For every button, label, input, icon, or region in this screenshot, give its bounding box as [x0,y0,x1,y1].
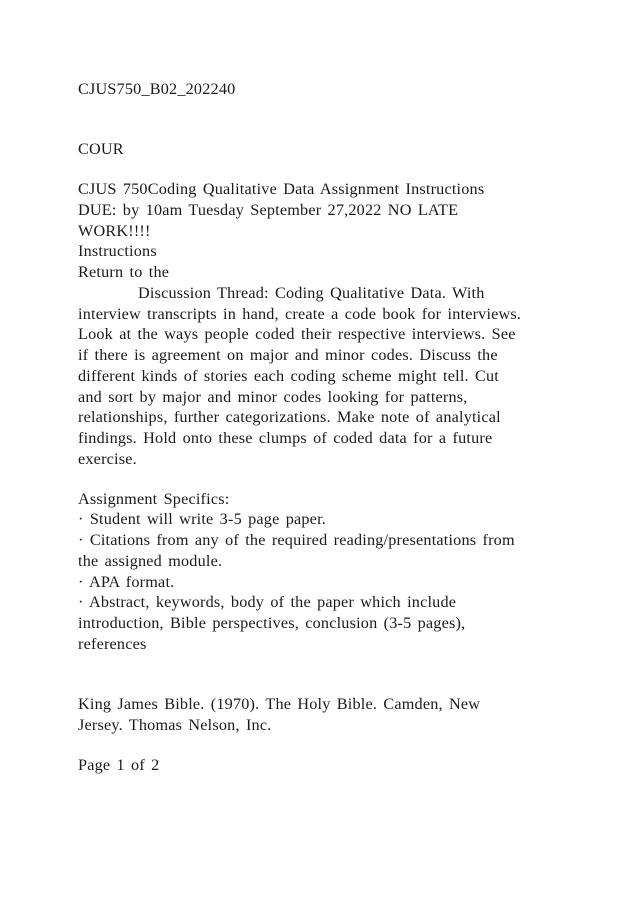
specifics-item: references [78,635,147,653]
instructions-heading: Instructions [78,242,157,260]
reference-entry: Jersey. Thomas Nelson, Inc. [78,716,272,734]
specifics-item: · APA format. [78,573,175,591]
reference-entry: King James Bible. (1970). The Holy Bible. Camden, New [78,695,481,713]
due-date-line-cont: WORK!!!! [78,222,151,240]
section-heading: COUR [78,140,124,158]
instructions-paragraph-line: findings. Hold onto these clumps of coded data for a future [78,429,493,447]
instructions-paragraph-line: exercise. [78,450,137,468]
specifics-item: · Abstract, keywords, body of the paper which include [78,593,457,611]
specifics-item: the assigned module. [78,552,223,570]
instructions-paragraph-line: if there is agreement on major and minor codes. Discuss the [78,346,498,364]
course-id: CJUS750_B02_202240 [78,80,236,98]
due-date-line: DUE: by 10am Tuesday September 27,2022 NO LATE [78,201,459,219]
specifics-heading: Assignment Specifics: [78,490,230,508]
specifics-item: · Citations from any of the required reading/presentations from [78,531,515,549]
assignment-title: CJUS 750Coding Qualitative Data Assignment Instructions [78,180,485,198]
specifics-item: introduction, Bible perspectives, conclusion (3-5 pages), [78,614,466,632]
instructions-paragraph-line: interview transcripts in hand, create a code book for interviews. [78,305,522,323]
instructions-paragraph-line: and sort by major and minor codes looking for patterns, [78,388,468,406]
instructions-paragraph-line: Discussion Thread: Coding Qualitative Data. With [138,284,485,302]
specifics-item: · Student will write 3-5 page paper. [78,510,327,528]
instructions-paragraph-line: relationships, further categorizations. Make note of analytical [78,408,501,426]
page-indicator: Page 1 of 2 [78,756,160,774]
instructions-paragraph-line: different kinds of stories each coding scheme might tell. Cut [78,367,500,385]
instructions-paragraph-line: Look at the ways people coded their respective interviews. See [78,325,516,343]
return-to-text: Return to the [78,263,170,281]
